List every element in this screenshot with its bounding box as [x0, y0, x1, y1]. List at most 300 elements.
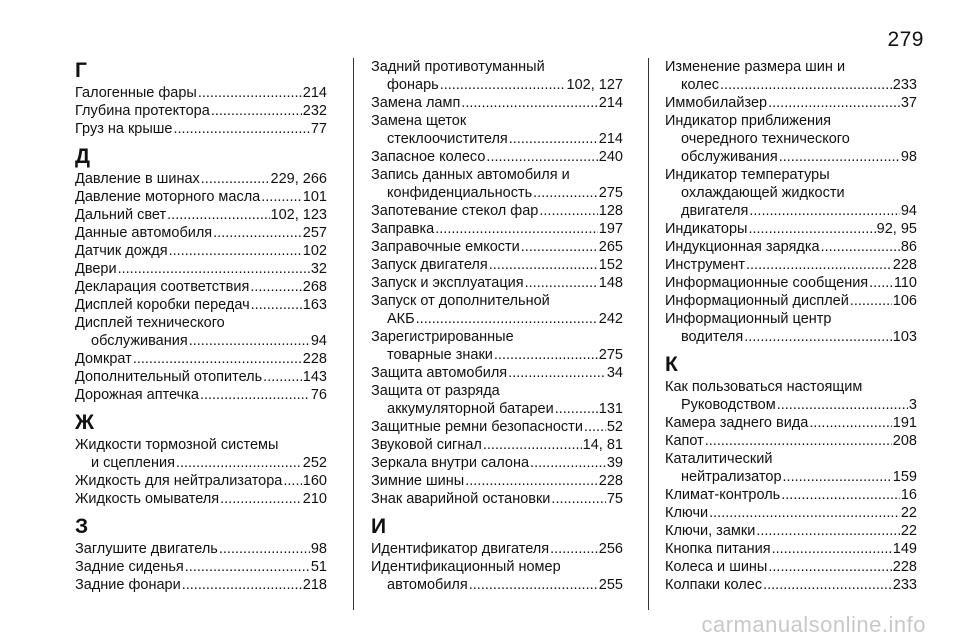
entry-page: 275 — [598, 185, 623, 201]
index-entry — [371, 256, 623, 274]
dot-leader — [489, 256, 598, 274]
entry-line — [75, 102, 327, 120]
entry-heading: Зарегистрированные — [371, 329, 514, 345]
entry-text: Руководством — [681, 397, 776, 413]
dot-leader — [182, 576, 302, 594]
entry-text: Климат-контроль — [665, 487, 781, 503]
entry-line — [665, 256, 917, 274]
index-column-2 — [371, 58, 623, 594]
dot-leader — [744, 328, 892, 346]
entry-page: 106 — [892, 293, 917, 309]
index-entry — [665, 274, 917, 292]
entry-text: Замена ламп — [371, 95, 461, 111]
entry-line — [371, 400, 623, 418]
index-entry — [75, 386, 327, 404]
dot-leader — [167, 206, 269, 224]
section-letter: Ж — [75, 411, 94, 434]
entry-page: 3 — [908, 397, 917, 413]
index-entry — [371, 436, 623, 454]
index-entry — [371, 454, 623, 472]
index-entry — [75, 170, 327, 188]
dot-leader — [869, 274, 893, 292]
entry-text: Запотевание стекол фар — [371, 203, 539, 219]
entry-line — [75, 332, 327, 350]
dot-leader — [283, 472, 301, 490]
entry-page: 148 — [598, 275, 623, 291]
entry-text: Запуск и эксплуатация — [371, 275, 524, 291]
entry-line — [75, 84, 327, 102]
dot-leader — [118, 260, 310, 278]
index-entry — [75, 102, 327, 120]
entry-line — [665, 76, 917, 94]
entry-page: 101 — [302, 189, 327, 205]
index-entry — [75, 188, 327, 206]
entry-text: Декларация соответствия — [75, 279, 250, 295]
entry-heading: очередного технического — [681, 131, 850, 147]
entry-line — [665, 486, 917, 504]
index-entry — [665, 540, 917, 558]
dot-leader — [465, 472, 598, 490]
entry-page: 143 — [302, 369, 327, 385]
entry-line — [371, 310, 623, 328]
dot-leader — [555, 400, 598, 418]
dot-leader — [550, 540, 598, 558]
entry-line — [665, 238, 917, 256]
entry-line — [665, 274, 917, 292]
entry-page: 214 — [598, 131, 623, 147]
entry-text: Дисплей коробки передач — [75, 297, 250, 313]
entry-line — [371, 576, 623, 594]
entry-text: Колпаки колес — [665, 577, 763, 593]
section-letter: И — [371, 515, 387, 538]
entry-page: 52 — [606, 419, 623, 435]
entry-line — [75, 260, 327, 278]
entry-line — [371, 540, 623, 558]
index-entry — [371, 472, 623, 490]
entry-heading: Дисплей технического — [75, 315, 225, 331]
entry-line — [665, 522, 917, 540]
entry-line — [75, 540, 327, 558]
dot-leader — [263, 368, 302, 386]
index-entry — [665, 58, 917, 94]
entry-heading: Задний противотуманный — [371, 59, 545, 75]
entry-text: Зимние шины — [371, 473, 465, 489]
dot-leader — [213, 224, 302, 242]
dot-leader — [777, 396, 908, 414]
dot-leader — [705, 432, 892, 450]
entry-text: Защита автомобиля — [371, 365, 508, 381]
entry-heading: Информационный центр — [665, 311, 832, 327]
entry-line — [665, 328, 917, 346]
entry-text: Запуск двигателя — [371, 257, 488, 273]
entry-line — [371, 418, 623, 436]
dot-leader — [821, 238, 900, 256]
entry-text: Индукционная зарядка — [665, 239, 820, 255]
index-entry — [665, 522, 917, 540]
entry-page: 22 — [900, 505, 917, 521]
entry-page: 103 — [892, 329, 917, 345]
dot-leader — [756, 522, 900, 540]
entry-page: 252 — [302, 455, 327, 471]
entry-line — [75, 296, 327, 314]
dot-leader — [525, 274, 598, 292]
index-entry — [75, 558, 327, 576]
dot-leader — [748, 220, 875, 238]
dot-leader — [584, 418, 606, 436]
dot-leader — [440, 76, 566, 94]
dot-leader — [198, 84, 302, 102]
entry-text: Кнопка питания — [665, 541, 771, 557]
dot-leader — [763, 576, 892, 594]
index-entry — [371, 94, 623, 112]
dot-leader — [772, 540, 892, 558]
entry-line — [75, 224, 327, 242]
index-entry — [75, 436, 327, 472]
index-entry — [75, 314, 327, 350]
entry-page: 159 — [892, 469, 917, 485]
dot-leader — [416, 310, 598, 328]
index-entry — [371, 58, 623, 94]
index-entry — [665, 166, 917, 220]
entry-heading: Запись данных автомобиля и — [371, 167, 570, 183]
entry-line — [371, 274, 623, 292]
entry-line — [75, 170, 327, 188]
entry-line — [665, 396, 917, 414]
entry-page: 257 — [302, 225, 327, 241]
dot-leader — [768, 558, 891, 576]
entry-heading: Идентификационный номер — [371, 559, 561, 575]
entry-page: 94 — [310, 333, 327, 349]
entry-text: Двери — [75, 261, 117, 277]
dot-leader — [720, 76, 892, 94]
dot-leader — [486, 148, 597, 166]
dot-leader — [746, 256, 892, 274]
section-letter: Г — [75, 59, 87, 82]
entry-page: 110 — [893, 275, 917, 291]
entry-text: Данные автомобиля — [75, 225, 213, 241]
entry-page: 228 — [892, 559, 917, 575]
entry-line — [371, 472, 623, 490]
entry-line — [371, 94, 623, 112]
entry-text: конфиденциальность — [387, 185, 533, 201]
entry-line — [75, 188, 327, 206]
entry-page: 131 — [598, 401, 623, 417]
entry-page: 160 — [302, 473, 327, 489]
entry-line — [665, 148, 917, 166]
index-entry — [75, 350, 327, 368]
index-entry — [665, 238, 917, 256]
index-entry — [665, 310, 917, 346]
entry-page: 214 — [302, 85, 327, 101]
entry-page: 242 — [598, 311, 623, 327]
entry-line — [371, 436, 623, 454]
entry-line — [371, 148, 623, 166]
entry-text: Звуковой сигнал — [371, 437, 482, 453]
entry-line — [665, 540, 917, 558]
entry-line — [665, 202, 917, 220]
entry-text: Домкрат — [75, 351, 132, 367]
index-entry — [665, 486, 917, 504]
entry-page: 256 — [598, 541, 623, 557]
entry-text: Камера заднего вида — [665, 415, 809, 431]
entry-text: Заправочные емкости — [371, 239, 520, 255]
index-entry — [371, 540, 623, 558]
entry-text: Жидкость для нейтрализатора — [75, 473, 283, 489]
index-entry — [371, 148, 623, 166]
entry-heading: Замена щеток — [371, 113, 467, 129]
dot-leader — [211, 102, 302, 120]
entry-line — [371, 454, 623, 472]
entry-page: 128 — [598, 203, 623, 219]
index-entry — [75, 224, 327, 242]
entry-text: фонарь — [387, 77, 439, 93]
index-entry — [665, 292, 917, 310]
entry-page: 214 — [598, 95, 623, 111]
index-entry — [75, 278, 327, 296]
dot-leader — [809, 414, 891, 432]
entry-page: 94 — [900, 203, 917, 219]
entry-page: 233 — [892, 577, 917, 593]
entry-page: 16 — [900, 487, 917, 503]
dot-leader — [189, 332, 310, 350]
dot-leader — [533, 184, 598, 202]
index-entry — [665, 450, 917, 486]
entry-line — [75, 120, 327, 138]
page-number: 279 — [887, 28, 924, 51]
entry-page: 152 — [598, 257, 623, 273]
dot-leader — [749, 202, 900, 220]
dot-leader — [435, 220, 598, 238]
entry-page: 102, 127 — [566, 77, 623, 93]
entry-heading: Защита от разряда — [371, 383, 500, 399]
entry-heading: охлаждающей жидкости — [681, 185, 845, 201]
entry-page: 229, 266 — [270, 171, 327, 187]
entry-line — [75, 278, 327, 296]
entry-page: 233 — [892, 77, 917, 93]
entry-text: АКБ — [387, 311, 415, 327]
index-entry — [75, 84, 327, 102]
entry-page: 51 — [310, 559, 327, 575]
entry-text: Дополнительный отопитель — [75, 369, 263, 385]
index-column-1 — [75, 58, 327, 594]
index-entry — [75, 206, 327, 224]
entry-text: Иммобилайзер — [665, 95, 768, 111]
entry-line — [75, 386, 327, 404]
entry-page: 39 — [606, 455, 623, 471]
dot-leader — [200, 386, 310, 404]
index-entry — [665, 256, 917, 274]
entry-text: обслуживания — [681, 149, 778, 165]
dot-leader — [483, 436, 582, 454]
dot-leader — [461, 94, 597, 112]
entry-text: нейтрализатор — [681, 469, 782, 485]
entry-text: Галогенные фары — [75, 85, 197, 101]
entry-line — [665, 94, 917, 112]
entry-page: 228 — [598, 473, 623, 489]
entry-line — [75, 472, 327, 490]
dot-leader — [169, 242, 302, 260]
entry-line — [371, 220, 623, 238]
entry-text: Капот — [665, 433, 704, 449]
entry-page: 98 — [310, 541, 327, 557]
index-entry — [665, 504, 917, 522]
entry-page: 191 — [892, 415, 917, 431]
entry-line — [371, 256, 623, 274]
entry-text: Зеркала внутри салона — [371, 455, 530, 471]
entry-line — [371, 490, 623, 508]
index-entry — [371, 382, 623, 418]
entry-line — [75, 490, 327, 508]
entry-page: 228 — [892, 257, 917, 273]
entry-text: Дальний свет — [75, 207, 167, 223]
index-entry — [665, 432, 917, 450]
index-entry — [75, 296, 327, 314]
entry-line — [665, 292, 917, 310]
index-entry — [665, 558, 917, 576]
index-entry — [665, 220, 917, 238]
entry-text: автомобиля — [387, 577, 468, 593]
index-entry — [371, 220, 623, 238]
index-entry — [371, 166, 623, 202]
dot-leader — [201, 170, 270, 188]
entry-text: водителя — [681, 329, 744, 345]
index-column-3 — [665, 58, 917, 594]
watermark: carmanualsonline.info — [701, 612, 926, 637]
index-entry — [371, 328, 623, 364]
entry-text: Знак аварийной остановки — [371, 491, 551, 507]
dot-leader — [185, 558, 310, 576]
entry-line — [371, 130, 623, 148]
dot-leader — [779, 148, 900, 166]
index-entry — [75, 490, 327, 508]
index-entry — [371, 490, 623, 508]
entry-text: Ключи — [665, 505, 709, 521]
entry-text: Ключи, замки — [665, 523, 756, 539]
entry-page: 76 — [310, 387, 327, 403]
entry-heading: Как пользоваться настоящим — [665, 379, 863, 395]
entry-page: 34 — [606, 365, 623, 381]
entry-text: Груз на крыше — [75, 121, 173, 137]
entry-text: Давление в шинах — [75, 171, 200, 187]
entry-text: и сцепления — [91, 455, 175, 471]
entry-page: 22 — [900, 523, 917, 539]
entry-line — [665, 220, 917, 238]
index-entry — [371, 112, 623, 148]
entry-page: 98 — [900, 149, 917, 165]
index-entry — [371, 292, 623, 328]
entry-heading: Изменение размера шин и — [665, 59, 846, 75]
entry-text: Защитные ремни безопасности — [371, 419, 583, 435]
dot-leader — [220, 490, 302, 508]
index-entry — [75, 368, 327, 386]
index-entry — [75, 472, 327, 490]
entry-page: 163 — [302, 297, 327, 313]
entry-page: 218 — [302, 577, 327, 593]
entry-line — [665, 468, 917, 486]
index-entry — [665, 576, 917, 594]
entry-text: Давление моторного масла — [75, 189, 261, 205]
entry-text: Заглушите двигатель — [75, 541, 218, 557]
index-entry — [75, 576, 327, 594]
entry-text: Задние фонари — [75, 577, 181, 593]
dot-leader — [250, 278, 301, 296]
index-entry — [665, 414, 917, 432]
entry-page: 86 — [900, 239, 917, 255]
dot-leader — [469, 576, 598, 594]
dot-leader — [508, 364, 606, 382]
entry-page: 32 — [310, 261, 327, 277]
dot-leader — [521, 238, 598, 256]
entry-text: стеклоочистителя — [387, 131, 508, 147]
entry-page: 265 — [598, 239, 623, 255]
entry-heading: Запуск от дополнительной — [371, 293, 550, 309]
entry-page: 77 — [310, 121, 327, 137]
entry-line — [371, 346, 623, 364]
dot-leader — [176, 454, 302, 472]
index-entry — [665, 112, 917, 166]
entry-text: Задние сиденья — [75, 559, 184, 575]
index-entry — [75, 540, 327, 558]
entry-page: 208 — [892, 433, 917, 449]
entry-text: Датчик дождя — [75, 243, 168, 259]
entry-text: Жидкость омывателя — [75, 491, 220, 507]
entry-text: Индикаторы — [665, 221, 748, 237]
entry-line — [665, 414, 917, 432]
entry-line — [75, 454, 327, 472]
entry-line — [665, 504, 917, 522]
entry-page: 240 — [598, 149, 623, 165]
entry-heading: Каталитический — [665, 451, 773, 467]
dot-leader — [709, 504, 900, 522]
entry-line — [371, 202, 623, 220]
entry-text: Колеса и шины — [665, 559, 768, 575]
section-letter: К — [665, 353, 678, 376]
entry-line — [75, 350, 327, 368]
entry-page: 197 — [598, 221, 623, 237]
entry-text: Инструмент — [665, 257, 745, 273]
index-entry — [371, 274, 623, 292]
entry-page: 37 — [900, 95, 917, 111]
entry-page: 268 — [302, 279, 327, 295]
entry-heading: Жидкости тормозной системы — [75, 437, 279, 453]
index-entry — [75, 120, 327, 138]
index-entry — [371, 558, 623, 594]
entry-page: 275 — [598, 347, 623, 363]
entry-page: 102 — [302, 243, 327, 259]
entry-page: 75 — [606, 491, 623, 507]
dot-leader — [781, 486, 900, 504]
entry-text: Информационные сообщения — [665, 275, 869, 291]
dot-leader — [850, 292, 892, 310]
column-divider — [648, 58, 649, 610]
section-letter: Д — [75, 145, 90, 168]
entry-page: 149 — [892, 541, 917, 557]
entry-line — [371, 76, 623, 94]
index-entry — [665, 378, 917, 414]
dot-leader — [251, 296, 302, 314]
dot-leader — [509, 130, 598, 148]
entry-line — [371, 364, 623, 382]
dot-leader — [219, 540, 310, 558]
dot-leader — [551, 490, 605, 508]
entry-line — [371, 184, 623, 202]
entry-heading: Индикатор приближения — [665, 113, 831, 129]
entry-text: Идентификатор двигателя — [371, 541, 550, 557]
entry-page: 228 — [302, 351, 327, 367]
entry-line — [665, 432, 917, 450]
index-entry — [371, 238, 623, 256]
entry-text: Запасное колесо — [371, 149, 486, 165]
